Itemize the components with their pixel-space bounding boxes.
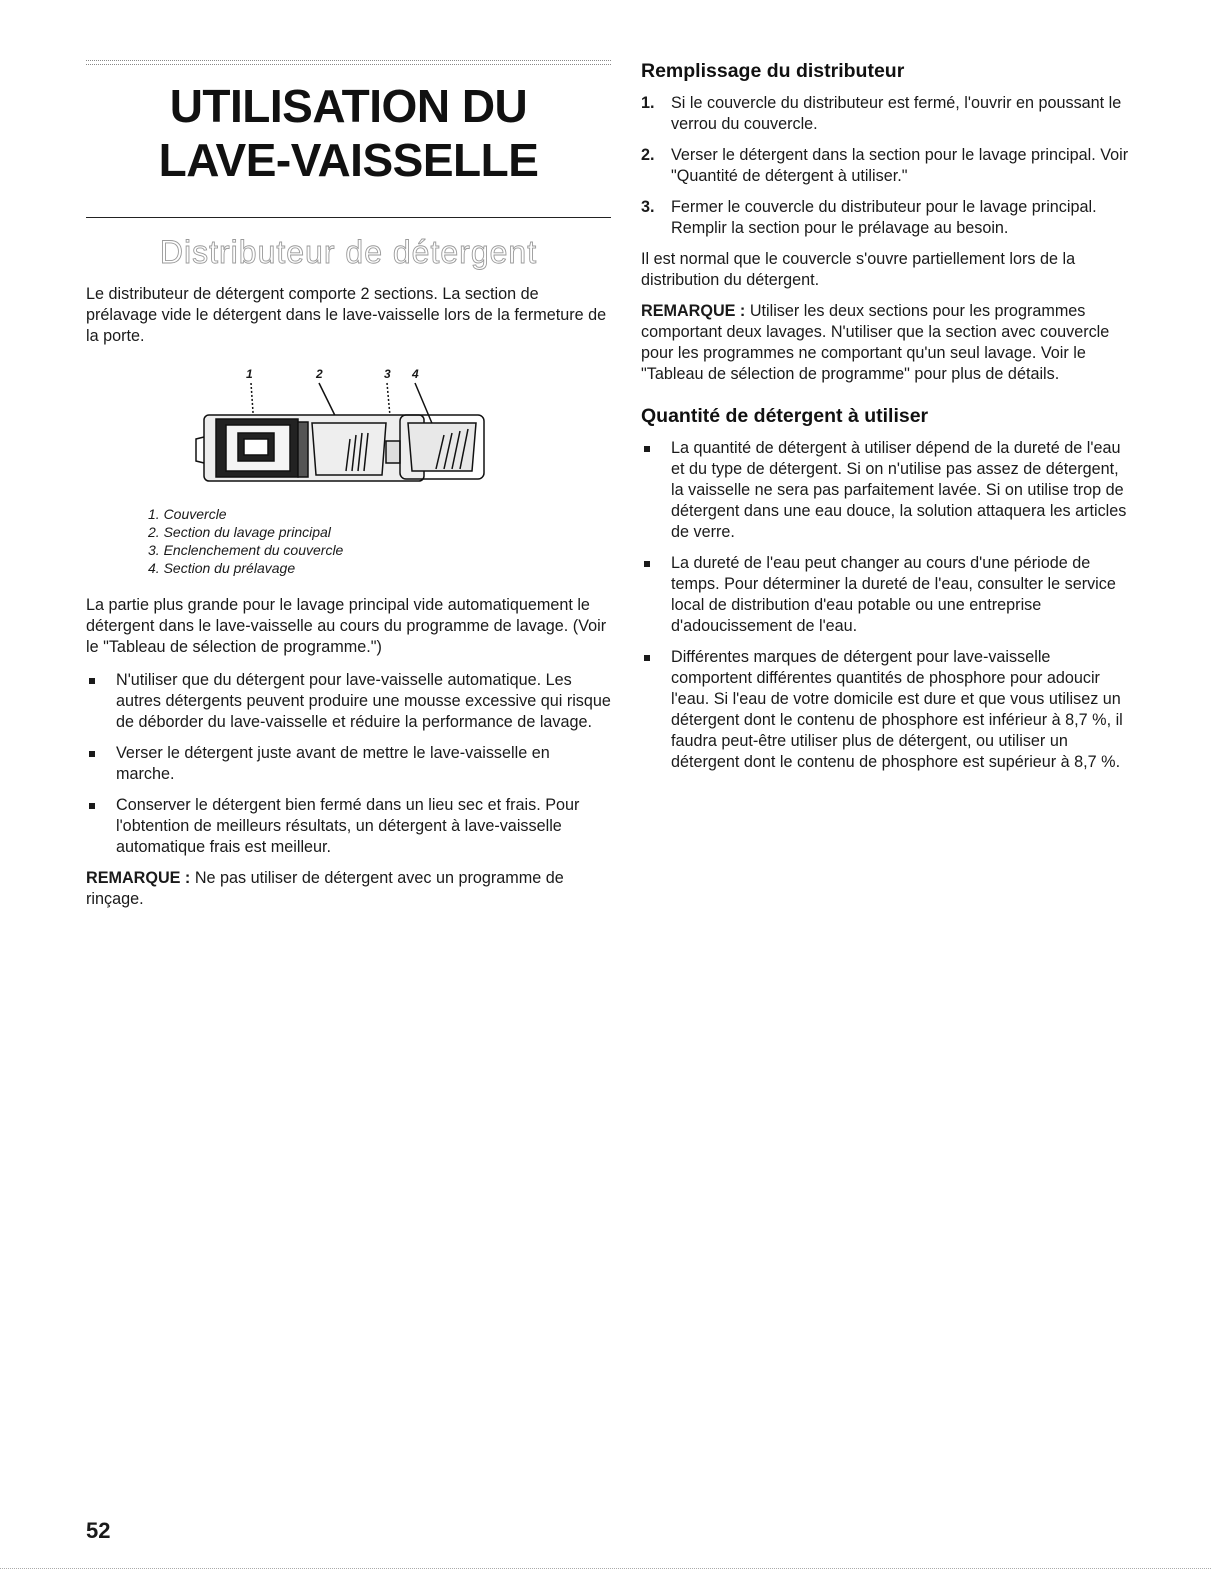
main-wash-paragraph: La partie plus grande pour le lavage principal vide automatiquement le détergent dans le lave-vaisselle au cours du programme de lavage. (Voir le "Tableau de sélection de programme.") [86,596,607,656]
step-text: Verser le détergent dans la section pour le lavage principal. Voir "Quantité de détergent à utiliser." [671,146,1129,185]
right-column [641,60,1131,783]
filling-steps [641,93,1131,239]
title-line-1: UTILISATION DU [169,80,528,132]
page-number: 52 [86,1518,111,1543]
list-item: Conserver le détergent bien fermé dans un lieu sec et frais. Pour l'obtention de meilleurs résultats, un détergent à lave-vaisselle automatique frais est meilleur. [86,795,611,858]
step-text: Fermer le couvercle du distributeur pour le lavage principal. Remplir la section pour le prélavage au besoin. [671,198,1097,237]
remark-text: Ne pas utiliser de détergent avec un programme de rinçage. [86,869,564,908]
normal-opening-paragraph: Il est normal que le couvercle s'ouvre partiellement lors de la distribution du détergent. [641,250,1076,289]
remark-label: REMARQUE : [86,869,191,887]
intro-paragraph: Le distributeur de détergent comporte 2 sections. La section de prélavage vide le détergent dans le lave-vaisselle lors de la fermeture de la porte. [86,285,607,345]
step-number: 2. [641,146,655,164]
page-title [86,79,611,187]
title-divider [86,217,611,218]
left-remark [86,868,611,910]
step-item [641,93,1131,135]
bottom-rule [0,1568,1211,1569]
top-rule [86,60,611,65]
remark-label: REMARQUE : [641,302,746,320]
section-title: Distributeur de détergent [159,234,538,270]
list-item: La quantité de détergent à utiliser dépend de la dureté de l'eau et du type de détergent. Si on n'utilise pas assez de détergent, la vaisselle ne sera pas parfaitement lavée. Si on utilise trop de détergent dans une eau douce, la solution attaquera les articles de verre. [641,438,1131,543]
heading-detergent-quantity: Quantité de détergent à utiliser [641,405,929,427]
step-item [641,197,1131,239]
remark-text: Utiliser les deux sections pour les programmes comportant deux lavages. N'utiliser que la section avec couvercle pour les programmes ne comportant qu'un seul lavage. Voir le "Tableau de sélection de programme" pour plus de détails. [641,302,1110,383]
legend-item: 1. Couvercle [148,506,227,522]
legend-item: 3. Enclenchement du couvercle [148,542,344,558]
left-column [86,60,611,910]
dispenser-figure [86,367,611,497]
list-item: La dureté de l'eau peut changer au cours d'une période de temps. Pour déterminer la dureté de l'eau, consulter le service local de distribution d'eau potable ou une entreprise d'adoucissement de l'eau. [641,553,1131,637]
legend-item: 4. Section du prélavage [148,560,296,576]
right-remark [641,301,1131,385]
step-item [641,145,1131,187]
list-item: N'utiliser que du détergent pour lave-vaisselle automatique. Les autres détergents peuvent produire une mousse excessive qui risque de déborder du lave-vaisselle et réduire la performance de lavage. [86,670,611,733]
detergent-dispenser-illustration [86,367,611,497]
heading-filling-dispenser: Remplissage du distributeur [641,60,905,82]
figure-legend [148,505,611,577]
legend-item: 2. Section du lavage principal [148,524,331,540]
callout-1: 1 [246,367,253,381]
callout-4: 4 [412,367,419,381]
left-bullet-list [86,670,611,858]
title-line-2: LAVE-VAISSELLE [158,134,539,186]
right-bullet-list [641,438,1131,773]
step-number: 1. [641,94,655,112]
callout-2: 2 [316,367,323,381]
list-item: Verser le détergent juste avant de mettre le lave-vaisselle en marche. [86,743,611,785]
callout-3: 3 [384,367,391,381]
step-number: 3. [641,198,655,216]
list-item: Différentes marques de détergent pour lave-vaisselle comportent différentes quantités de phosphore pour adoucir l'eau. Si l'eau de votre domicile est dure et que vous utilisez un détergent dont le contenu de phosphore est inférieur à 8,7 %, il faudra peut-être utiliser plus de détergent, ou utiliser un détergent dont le contenu de phosphore est supérieur à 8,7 %. [641,647,1131,773]
step-text: Si le couvercle du distributeur est fermé, l'ouvrir en poussant le verrou du couvercle. [671,94,1122,133]
